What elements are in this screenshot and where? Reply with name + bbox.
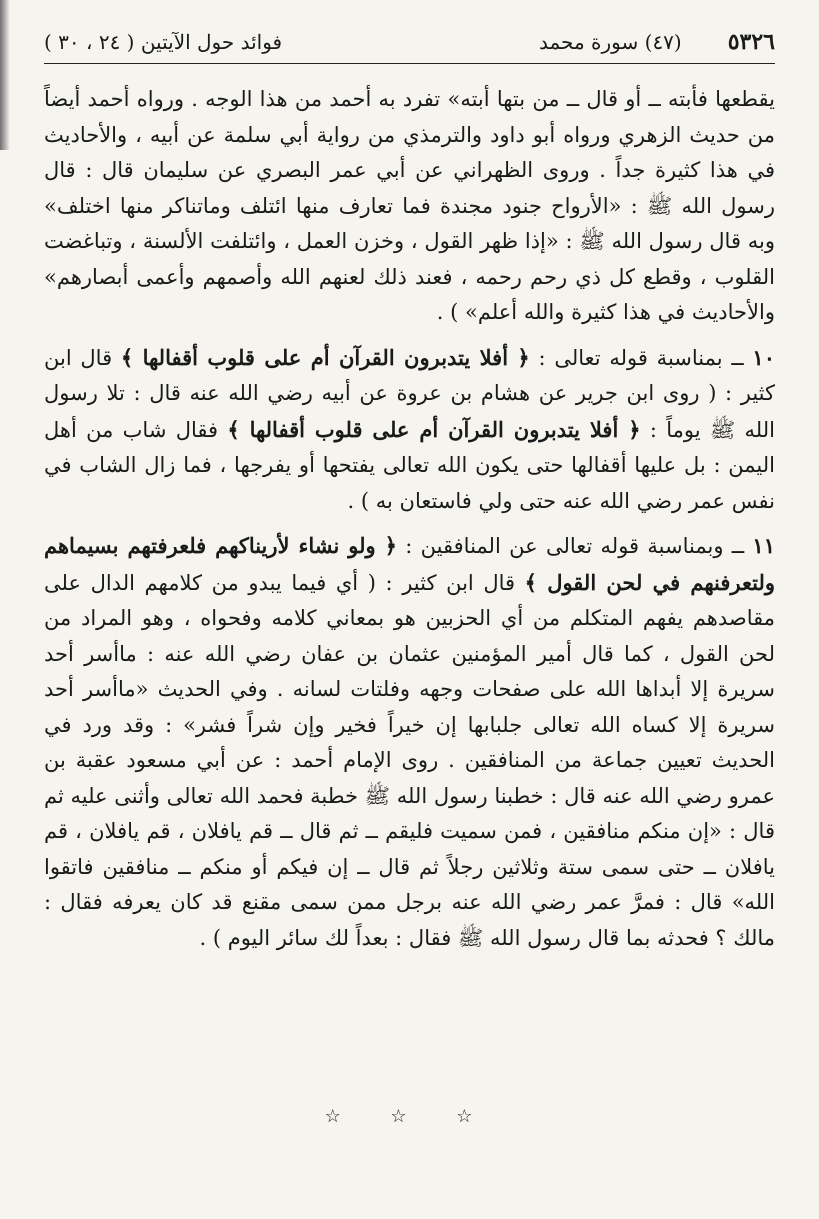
surah-label: (٤٧) سورة محمد <box>539 30 682 54</box>
page-body <box>44 82 775 956</box>
quran-verse: ﴿ أفلا يتدبرون القرآن أم على قلوب أقفالها ﴾ <box>120 344 530 370</box>
binding-shadow <box>0 0 10 150</box>
item-number: ١٠ <box>752 344 775 370</box>
item-lead: ــ بمناسبة قوله تعالى : <box>538 345 744 370</box>
section-title: فوائد حول الآيتين ( ٢٤ ، ٣٠ ) <box>44 30 283 54</box>
item-number: ١١ <box>752 533 775 558</box>
section-separator-stars: ☆ ☆ ☆ <box>324 1106 495 1127</box>
quran-verse-repeat: ﴿ أفلا يتدبرون القرآن أم على قلوب أقفالها ﴾ <box>227 416 641 442</box>
item-text-rest: فقال شاب من أهل اليمن : بل عليها أقفالها حتى يكون الله تعالى يفتحها أو يفرجها ، فما زال الشاب في نفس عمر رضي الله عنه حتى ولي فاستعان به ) . <box>44 417 775 513</box>
item-text: قال ابن كثير : ( روى ابن جرير عن هشام بن عروة عن أبيه رضي الله عنه قال : تلا رسول الله ﷺ يوماً : <box>44 345 775 442</box>
paragraph-continuation: يقطعها فأبته ــ أو قال ــ من بتها أبته» تفرد به أحمد من هذا الوجه . ورواه أحمد أيضاً من حديث الزهري ورواه أبو داود والترمذي من رواية أبي سلمة عن أبيه ، والأحاديث في هذا كثيرة جداً . وروى الظهراني عن أبي عمر البصري عن سليمان قال : قال رسول الله ﷺ : «الأرواح جنود مجندة فما تعارف منها ائتلف وماتناكر منها اختلف» وبه قال رسول الله ﷺ : «إذا ظهر القول ، وخزن العمل ، وائتلفت الألسنة ، وتباغضت القلوب ، وقطع كل ذي رحم رحمه ، فعند ذلك لعنهم الله وأصمهم وأعمى أبصارهم» والأحاديث في هذا كثيرة والله أعلم» ) . <box>44 87 775 324</box>
paragraph-item-10 <box>44 340 775 520</box>
page-header <box>44 22 775 62</box>
page-number: ٥٣٢٦ <box>727 29 775 55</box>
paragraph-item-11 <box>44 528 775 956</box>
quran-verse: ﴿ ولو نشاء لأريناكهم فلعرفتهم بسيماهم ولتعرفنهم في لحن القول ﴾ <box>44 533 775 595</box>
item-lead: ــ وبمناسبة قوله تعالى عن المنافقين : <box>405 534 745 558</box>
item-text-rest: قال ابن كثير : ( أي فيما يبدو من كلامهم الدال على مقاصدهم يفهم المتكلم من أي الحزبين هو بمعاني كلامه وفحواه ، وهو المراد من لحن القول ، كما قال أمير المؤمنين عثمان بن عفان رضي الله عنه : ماأسر أحد سريرة إلا أبداها الله على صفحات وجهه وفلتات لسانه . وفي الحديث «ماأسر أحد سريرة إلا كساه الله تعالى جلبابها إن خيراً فخير وإن شراً فشر» : وقد ورد في الحديث تعيين جماعة من المنافقين . روى الإمام أحمد : عن أبي مسعود عقبة بن عمرو رضي الله عنه قال : خطبنا رسول الله ﷺ خطبة فحمد الله تعالى وأثنى عليه ثم قال : «إن منكم منافقين ، فمن سميت فليقم ــ ثم قال ــ قم يافلان ، قم يافلان ، قم يافلان ــ حتى سمى ستة وثلاثين رجلاً ثم قال ــ إن فيكم أو منكم ــ منافقين فاتقوا الله» قال : فمرَّ عمر رضي الله عنه برجل ممن سمى مقنع قد كان يعرفه فقال : مالك ؟ فحدثه بما قال رسول الله ﷺ فقال : بعداً لك سائر اليوم ) . <box>44 570 775 950</box>
header-divider <box>44 63 775 64</box>
header-right-group <box>539 29 775 55</box>
